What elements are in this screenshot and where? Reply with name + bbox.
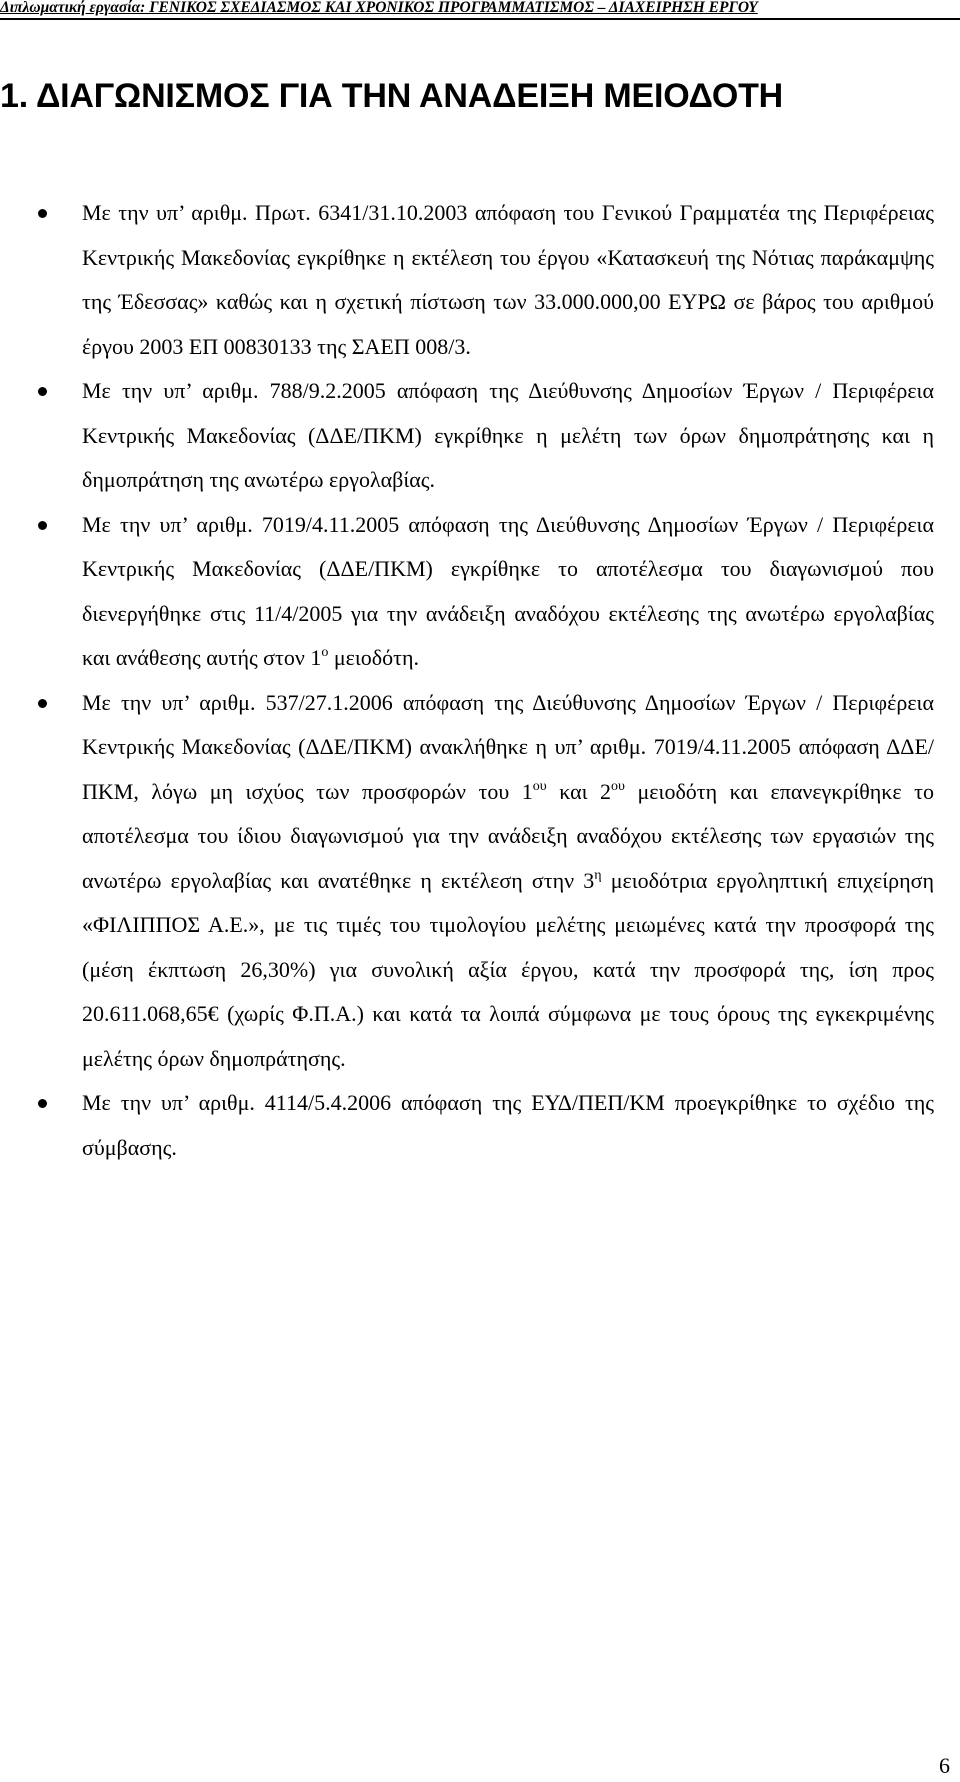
bullet-list xyxy=(0,191,960,1170)
list-item xyxy=(0,369,960,503)
paragraph-text: Με την υπ’ αριθμ. 4114/5.4.2006 απόφαση της ΕΥΔ/ΠΕΠ/ΚΜ προεγκρίθηκε το σχέδιο της σύμβασης. xyxy=(82,1090,934,1160)
paragraph-text: Με την υπ’ αριθμ. Πρωτ. 6341/31.10.2003 απόφαση του Γενικού Γραμματέα της Περιφέρειας Κεντρικής Μακεδονίας εγκρίθηκε η εκτέλεση του έργου «Κατασκευή της Νότιας παράκαμψης της Έδεσσας» καθώς και η σχετική πίστωση των 33.000.000,00 ΕΥΡΩ σε βάρος του αριθμού έργου 2003 ΕΠ 00830133 της ΣΑΕΠ 008/3. xyxy=(82,200,934,359)
bullet-dot-icon xyxy=(38,699,47,708)
text-run: και 2 xyxy=(546,778,612,804)
text-run: Με την υπ’ αριθμ. 7019/4.11.2005 απόφαση της Διεύθυνσης Δημοσίων Έργων / Περιφέρεια Κεντρικής Μακεδονίας (ΔΔΕ/ΠΚΜ) εγκρίθηκε το αποτέλεσμα του διαγωνισμού που διενεργήθηκε στις 11/4/2005 για την ανάδειξη αναδόχου εκτέλεσης της ανωτέρω εργολαβίας και ανάθεσης αυτής στον 1 xyxy=(82,511,934,670)
paragraph-text xyxy=(82,503,934,681)
bullet-dot-icon xyxy=(38,209,47,218)
list-item xyxy=(0,503,960,681)
bullet-dot-icon xyxy=(38,1099,47,1108)
list-item xyxy=(0,681,960,1082)
header-rule xyxy=(0,18,960,20)
list-item xyxy=(0,1081,960,1170)
paragraph-text xyxy=(82,681,934,1082)
paragraph-text: Με την υπ’ αριθμ. 788/9.2.2005 απόφαση της Διεύθυνσης Δημοσίων Έργων / Περιφέρεια Κεντρικής Μακεδονίας (ΔΔΕ/ΠΚΜ) εγκρίθηκε η μελέτη των όρων δημοπράτησης και η δημοπράτηση της ανωτέρω εργολαβίας. xyxy=(82,378,934,492)
ordinal-superscript: ου xyxy=(532,778,547,794)
running-header-title: Διπλωματική εργασία: ΓΕΝΙΚΟΣ ΣΧΕΔΙΑΣΜΟΣ ΚΑΙ ΧΡΟΝΙΚΟΣ ΠΡΟΓΡΑΜΜΑΤΙΣΜΟΣ – ΔΙΑΧΕΙΡΗΣΗ ΕΡΓΟΥ xyxy=(0,0,758,16)
page-number: 6 xyxy=(939,1753,950,1778)
bullet-dot-icon xyxy=(38,387,47,396)
text-run: μειοδότη και επανεγκρίθηκε το αποτέλεσμα του ίδιου διαγωνισμού για την ανάδειξη αναδόχου εκτέλεσης των εργασιών της ανωτέρω εργολαβίας και ανατέθηκε η εκτέλεση στην 3 xyxy=(82,778,934,893)
text-run: Με την υπ’ αριθμ. 537/27.1.2006 απόφαση της Διεύθυνσης Δημοσίων Έργων / Περιφέρεια Κεντρικής Μακεδονίας (ΔΔΕ/ΠΚΜ) ανακλήθηκε η υπ’ αριθμ. 7019/4.11.2005 απόφαση ΔΔΕ/ΠΚΜ, λόγω μη ισχύος των προσφορών του 1 xyxy=(82,689,934,804)
section-heading: 1. ΔΙΑΓΩΝΙΣΜΟΣ ΓΙΑ ΤΗΝ ΑΝΑΔΕΙΞΗ ΜΕΙΟΔΟΤΗ xyxy=(0,77,784,115)
text-run: μειοδότρια εργοληπτική επιχείρηση «ΦΙΛΙΠΠΟΣ Α.Ε.», με τις τιμές του τιμολογίου μελέτης μειωμένες κατά την προσφορά της (μέση έκπτωση 26,30%) για συνολική αξία έργου, κατά την προσφορά της, ίση προς 20.611.068,65€ (χωρίς Φ.Π.Α.) και κατά τα λοιπά σύμφωνα με τους όρους της εγκεκριμένης μελέτης όρων δημοπράτησης. xyxy=(82,867,934,1071)
text-run: μειοδότη. xyxy=(328,645,419,670)
ordinal-superscript: ου xyxy=(611,778,625,794)
ordinal-superscript: η xyxy=(594,867,602,883)
list-item xyxy=(0,191,960,369)
ordinal-superscript: ο xyxy=(321,645,329,660)
running-header xyxy=(0,0,960,18)
bullet-dot-icon xyxy=(38,521,47,530)
